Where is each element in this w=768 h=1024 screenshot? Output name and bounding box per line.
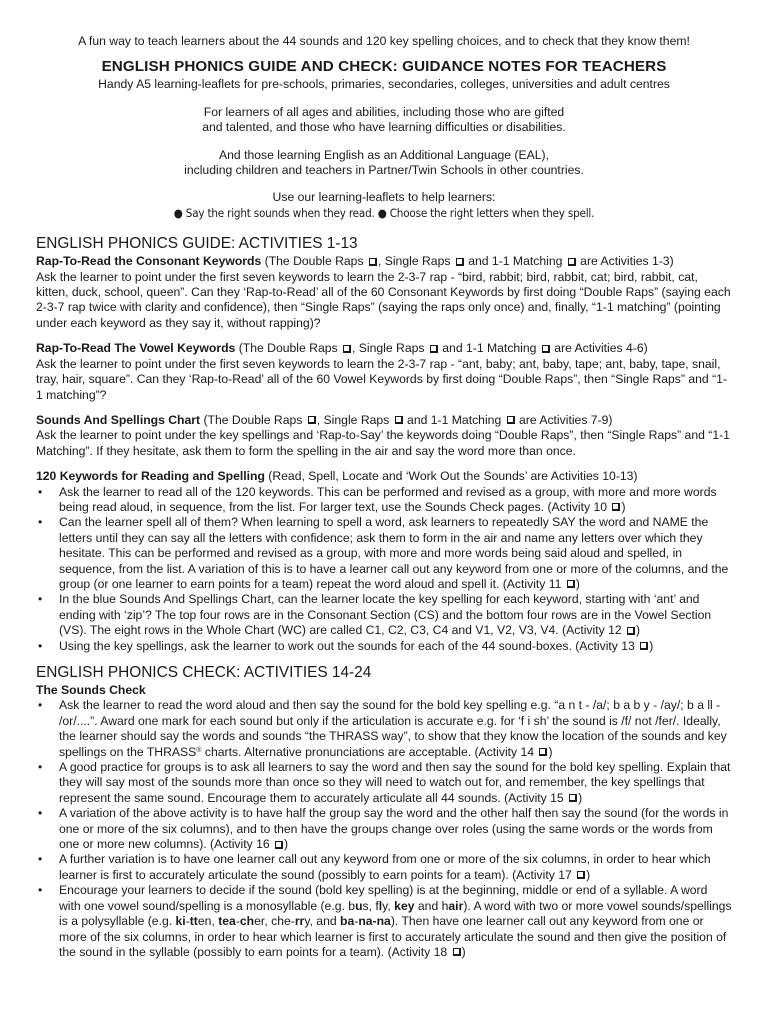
keywords-section xyxy=(36,469,732,654)
sounds-check-title: The Sounds Check xyxy=(36,683,146,697)
subtitle: Handy A5 learning-leaflets for pre-schools, primaries, secondaries, colleges, universities and adult centres xyxy=(98,77,670,92)
checkbox-icon xyxy=(308,416,316,424)
list-item: • Ask the learner to read the word aloud and then say the sound for the bold key spelling e.g. “a n t - /a/; b a b y - /ay/; b a ll - /or/....”. Award one mark for each sound but only if the articulation is accurate e.g. for ‘f i sh’ the sound is /f/ not /fer/. Ideally, the learner should say the words and sounds “the THRASS way”, to show that they know the location of the sounds and key spellings on the THRASS® charts. Alternative pronunciations are acceptable. (Activity 14 ) xyxy=(36,698,732,760)
list-item: • Using the key spellings, ask the learner to work out the sounds for each of the 44 sound-boxes. (Activity 13 ) xyxy=(36,639,732,654)
example-word: tea-cher xyxy=(218,914,265,929)
checkbox-icon xyxy=(569,794,577,802)
usage-line-2: ● Say the right sounds when they read. ● Choose the right letters when they spell. xyxy=(173,205,595,220)
vowel-heading xyxy=(36,341,732,356)
list-item: • In the blue Sounds And Spellings Chart, can the learner locate the key spelling for each keyword, starting with ‘ant’ and ending with ‘zip’? The top four rows are in the Consonant Section (CS) and the bottom four rows are in the Vowel Section (VS). The eight rows in the Whole Chart (WC) are called C1, C2, C3, C4 and V1, V2, V3, V4. (Activity 12 ) xyxy=(36,592,732,638)
list-item: • Can the learner spell all of them? When learning to spell a word, ask learners to repeatedly SAY the word and NAME the letters until they can say all the letters with confidence; ask them to form in the air and name any letters over which they hesitate. This can be performed and revised as a group, with more and more words being said aloud and spelled, in sequence, from the list. A variation of this is to have a learner call out any keyword from one or more of the columns, and the group (or one learner to earn points for a team) repeat the word aloud and spell it. (Activity 11 ) xyxy=(36,515,732,592)
checkbox-icon xyxy=(577,871,585,879)
example-word: ba-na-na xyxy=(340,914,391,929)
chart-note: and 1-1 Matching xyxy=(403,412,505,427)
consonant-body: Ask the learner to point under the first seven keywords to learn the 2-3-7 rap - “bird, rabbit; bird, rabbit, cat; bird, rabbit, cat, kitten, duck, school, queen”. Can they ‘Rap-to-Read’ all of the 60 Consonant Keywords by first doing “Double Raps” (saying each 2-3-7 rap twice with clarity and confidence), then “Single Raps” (saying the raps only once) and, finally, “1-1 matching” (pointing under each keyword as they say it, without rapping)? xyxy=(36,269,731,330)
consonant-title: Rap-To-Read the Consonant Keywords xyxy=(36,254,262,269)
consonant-heading xyxy=(36,254,732,269)
list-item: • A variation of the above activity is to have half the group say the word and the other half then say the sound (for the words in one or more of the six columns), and to then have the groups change over roles (using the same words or the words from one or more new columns). (Activity 16 ) xyxy=(36,806,732,852)
checkbox-icon xyxy=(453,948,461,956)
checkbox-icon xyxy=(640,642,648,650)
checkbox-icon xyxy=(567,580,575,588)
checkbox-icon xyxy=(369,258,377,266)
usage-line-1: Use our learning-leaflets to help learners: xyxy=(272,190,496,205)
learners-line-2: and talented, and those who have learning difficulties or disabilities. xyxy=(202,120,566,135)
keywords-heading xyxy=(36,469,732,484)
checkbox-icon xyxy=(275,841,283,849)
consonant-section xyxy=(36,254,732,331)
checkbox-icon xyxy=(343,345,351,353)
usage-statement xyxy=(36,190,732,221)
chart-heading xyxy=(36,413,732,428)
chart-section xyxy=(36,413,732,459)
chart-note: (The Double Raps xyxy=(200,412,306,427)
consonant-note: , Single Raps xyxy=(377,254,454,269)
guide-heading: ENGLISH PHONICS GUIDE: ACTIVITIES 1-13 xyxy=(36,235,358,253)
keywords-list xyxy=(36,485,732,654)
example-word: ki-tten xyxy=(175,914,212,929)
list-item: • A further variation is to have one learner call out any keyword from one or more of the six columns, in order to hear which learner is first to accurately articulate the sound (possibly to earn points for a team). (Activity 17 ) xyxy=(36,852,732,883)
example-word: bus xyxy=(348,898,369,913)
vowel-body: Ask the learner to point under the first seven keywords to learn the 2-3-7 rap - “ant, baby; ant, baby, tape; ant, baby, tape, snail, tray, hair, square”. Can they ‘Rap-to-Read’ all of the 60 Vowel Keywords by first doing “Double Raps”, then “Single Raps” and “1-1 matching”? xyxy=(36,356,727,402)
checkbox-icon xyxy=(395,416,403,424)
vowel-note: are Activities 4-6) xyxy=(550,341,648,356)
checkbox-icon xyxy=(627,627,635,635)
eal-statement xyxy=(36,148,732,179)
check-heading: ENGLISH PHONICS CHECK: ACTIVITIES 14-24 xyxy=(36,664,372,681)
keywords-title: 120 Keywords for Reading and Spelling xyxy=(36,469,265,484)
chart-note: are Activities 7-9) xyxy=(515,412,613,427)
sounds-check-list xyxy=(36,698,732,960)
consonant-note: and 1-1 Matching xyxy=(464,254,566,269)
vowel-note: , Single Raps xyxy=(352,341,428,356)
checkbox-icon xyxy=(507,416,515,424)
chart-body: Ask the learner to point under the key spellings and ‘Rap-to-Say’ the keywords doing “Double Raps”, then “Single Raps” and “1-1 Matching”. If they hesitate, ask them to form the spelling in the air and say the word more than once. xyxy=(36,428,730,458)
example-word: che-rry xyxy=(271,914,310,929)
list-item: • Encourage your learners to decide if the sound (bold key spelling) is at the beginning, middle or end of a syllable. A word with one vowel sound/spelling is a monosyllable (e.g. bus, fly, key and hair). A word with two or more vowel sounds/spellings is a polysyllable (e.g. ki-tten, tea-cher, che-rry, and ba-na-na). Then have one learner call out any keyword from one or more of the six columns, in order to hear which learner is first to accurately articulate the sound and then give the position of the sound in the syllable (possibly to earn points for a team). (Activity 18 ) xyxy=(36,883,732,960)
example-word: hair xyxy=(441,898,464,913)
learners-line-1: For learners of all ages and abilities, including those who are gifted xyxy=(203,104,565,119)
vowel-title: Rap-To-Read The Vowel Keywords xyxy=(36,341,236,356)
vowel-note: and 1-1 Matching xyxy=(438,341,540,356)
chart-note: , Single Raps xyxy=(316,412,393,427)
checkbox-icon xyxy=(568,258,576,266)
vowel-section xyxy=(36,341,732,403)
eal-line-1: And those learning English as an Additional Language (EAL), xyxy=(219,147,549,162)
checkbox-icon xyxy=(456,258,464,266)
learners-statement xyxy=(36,105,732,136)
tagline: A fun way to teach learners about the 44 sounds and 120 key spelling choices, and to check that they know them! xyxy=(78,34,690,48)
registered-mark: ® xyxy=(196,746,202,754)
checkbox-icon xyxy=(542,345,550,353)
eal-line-2: including children and teachers in Partner/Twin Schools in other countries. xyxy=(184,163,584,178)
example-word: fly xyxy=(375,898,388,913)
vowel-note: (The Double Raps xyxy=(235,341,342,356)
checkbox-icon xyxy=(612,503,620,511)
checkbox-icon xyxy=(539,748,547,756)
consonant-note: are Activities 1-3) xyxy=(576,254,674,269)
checkbox-icon xyxy=(430,345,438,353)
list-item: • Ask the learner to read all of the 120 keywords. This can be performed and revised as a group, with more and more words being read aloud, in sequence, from the list. For larger text, use the Sounds Check pages. (Activity 10 ) xyxy=(36,485,732,516)
consonant-note: (The Double Raps xyxy=(261,254,367,269)
list-item: • A good practice for groups is to ask all learners to say the word and then say the sound for the bold key spelling. Explain that they will say most of the sounds more than once so they will need to watch out for, and remember, the key spellings that represent the same sound. Encourage them to accurately articulate all 44 sounds. (Activity 15 ) xyxy=(36,760,732,806)
example-word: key xyxy=(394,898,415,913)
chart-title: Sounds And Spellings Chart xyxy=(36,412,201,427)
keywords-note: (Read, Spell, Locate and ‘Work Out the Sounds’ are Activities 10-13) xyxy=(264,469,638,484)
page-title: ENGLISH PHONICS GUIDE AND CHECK: GUIDANCE NOTES FOR TEACHERS xyxy=(101,58,667,76)
